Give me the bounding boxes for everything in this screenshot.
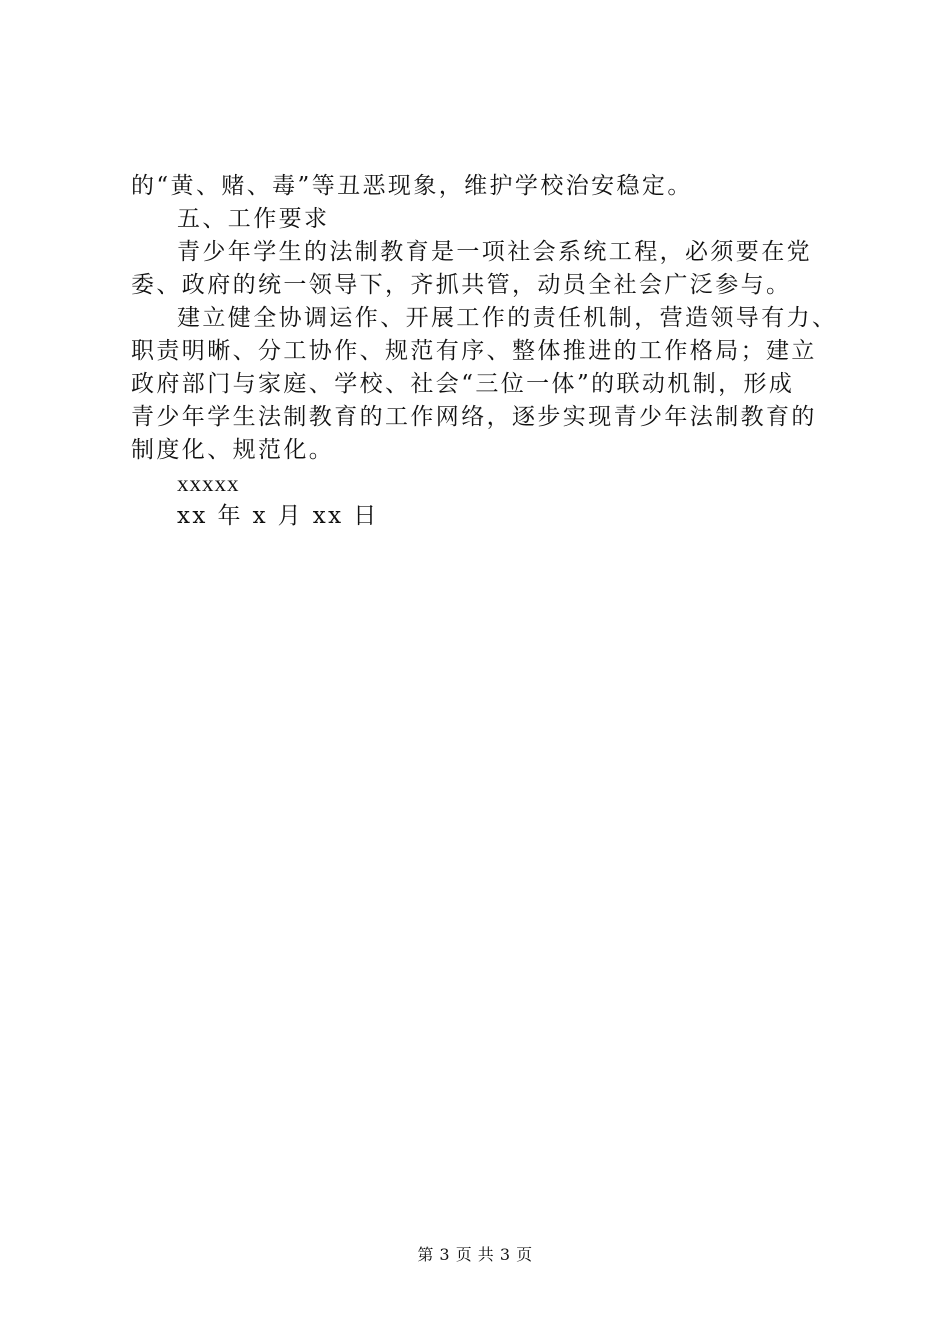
document-body [131,170,838,533]
text-line-3: 青少年学生的法制教育是一项社会系统工程，必须要在党 [177,239,812,265]
section-heading: 五、工作要求 [177,206,330,232]
signature: xxxxx [177,471,240,496]
text-line-5: 建立健全协调运作、开展工作的责任机制，营造领导有力、 [177,305,838,331]
text-line-6: 职责明晰、分工协作、规范有序、整体推进的工作格局；建立 [131,338,817,364]
page-footer: 第 3 页 共 3 页 [417,1245,533,1264]
text-line-8: 青少年学生法制教育的工作网络，逐步实现青少年法制教育的 [131,404,817,430]
text-line-7: 政府部门与家庭、学校、社会“三位一体”的联动机制，形成 [131,371,795,397]
text-line-9: 制度化、规范化。 [131,437,335,463]
document-date: xx 年 x 月 xx 日 [177,503,379,529]
text-line-4: 委、政府的统一领导下，齐抓共管，动员全社会广泛参与。 [131,272,792,298]
text-line-1: 的“黄、赌、毒”等丑恶现象，维护学校治安稳定。 [131,173,693,199]
